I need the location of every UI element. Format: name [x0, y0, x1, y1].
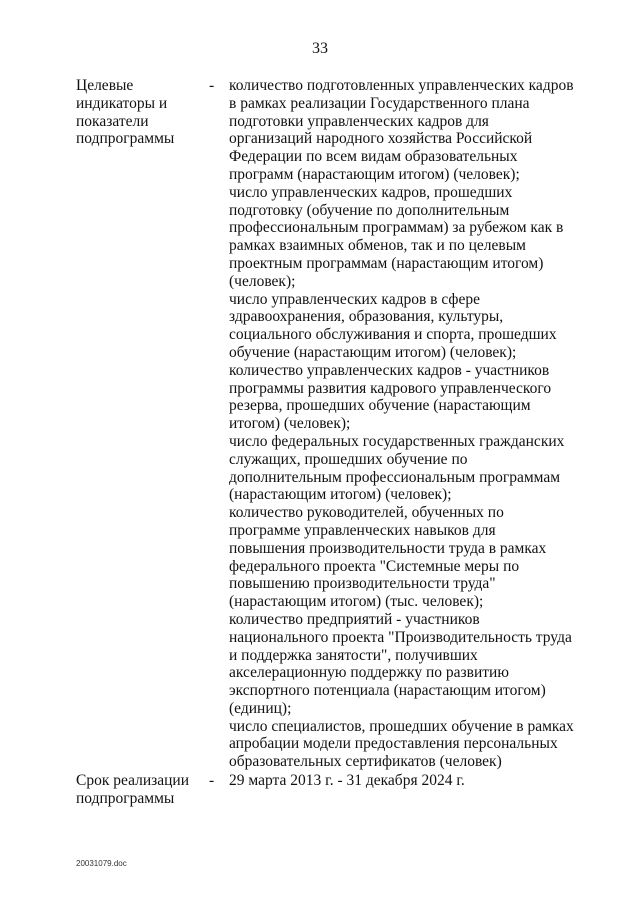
indicator-line: дополнительным профессиональным программам	[229, 468, 561, 486]
indicator-line: акселерационную поддержку по развитию	[229, 664, 509, 682]
indicator-line: подготовку (обучение по дополнительным	[229, 201, 510, 219]
indicator-line: (нарастающим итогом) (человек);	[229, 486, 452, 504]
indicator-line: повышению производительности труда"	[229, 575, 496, 593]
indicator-line: число управленческих кадров в сфере	[229, 290, 480, 308]
indicator-line: число федеральных государственных гражданских	[229, 432, 565, 450]
indicator-line: рамках взаимных обменов, так и по целевым	[229, 237, 526, 255]
indicator-line: количество управленческих кадров - участников	[229, 361, 550, 379]
indicator-line: число управленческих кадров, прошедших	[229, 183, 513, 201]
indicator-line: экспортного потенциала (нарастающим итогом)	[229, 682, 546, 700]
term-label-line: Срок реализации	[76, 772, 189, 789]
indicator-line: федерального проекта "Системные меры по	[229, 557, 520, 575]
indicator-line: (единиц);	[229, 699, 292, 717]
indicator-line: служащих, прошедших обучение по	[229, 450, 468, 468]
indicator-line: образовательных сертификатов (человек)	[229, 753, 502, 771]
indicator-line: национального проекта "Производительность труда	[229, 628, 572, 646]
indicator-line: количество подготовленных управленческих кадров	[229, 77, 574, 94]
indicator-line: апробации модели предоставления персональных	[229, 735, 558, 753]
indicator-line: повышения производительности труда в рамках	[229, 539, 547, 557]
indicator-line: Федерации по всем видам образовательных	[229, 148, 518, 166]
indicator-line: количество предприятий - участников	[229, 610, 480, 628]
indicators-label	[76, 77, 196, 148]
indicator-line: подготовки управленческих кадров для	[229, 112, 489, 130]
footer-filename: 20031079.doc	[76, 859, 127, 868]
indicator-line: организаций народного хозяйства Российской	[229, 130, 533, 148]
indicator-line: программ (нарастающим итогом) (человек);	[229, 165, 520, 183]
indicator-line: программы развития кадрового управленческого	[229, 379, 552, 397]
indicator-line: программе управленческих навыков для	[229, 521, 496, 539]
indicator-line: в рамках реализации Государственного плана	[229, 94, 530, 112]
indicators-label-line: показатели	[76, 112, 149, 130]
page-number: 33	[312, 40, 328, 57]
indicator-line: и поддержка занятости", получивших	[229, 646, 478, 664]
indicators-label-line: Целевые	[76, 77, 134, 94]
indicators-label-line: индикаторы и	[76, 94, 168, 112]
term-label	[76, 772, 196, 808]
indicator-line: профессиональным программам) за рубежом как в	[229, 219, 564, 237]
indicator-line: итогом) (человек);	[229, 415, 351, 433]
indicator-line: резерва, прошедших обучение (нарастающим	[229, 397, 531, 415]
term-label-line: подпрограммы	[76, 789, 175, 807]
indicator-line: число специалистов, прошедших обучение в рамках	[229, 717, 574, 735]
indicator-line: здравоохранения, образования, культуры,	[229, 308, 504, 326]
term-value: 29 марта 2013 г. - 31 декабря 2024 г.	[229, 772, 465, 789]
indicators-content	[229, 77, 581, 771]
indicator-line: обучение (нарастающим итогом) (человек);	[229, 343, 517, 361]
indicators-label-line: подпрограммы	[76, 130, 175, 148]
indicators-dash: -	[209, 77, 215, 94]
indicator-line: (человек);	[229, 272, 296, 290]
indicator-line: проектным программам (нарастающим итогом)	[229, 254, 544, 272]
indicator-line: социального обслуживания и спорта, прошедших	[229, 326, 557, 344]
term-dash: -	[209, 772, 215, 789]
indicator-line: (нарастающим итогом) (тыс. человек);	[229, 593, 484, 611]
indicator-line: количество руководителей, обученных по	[229, 504, 504, 522]
